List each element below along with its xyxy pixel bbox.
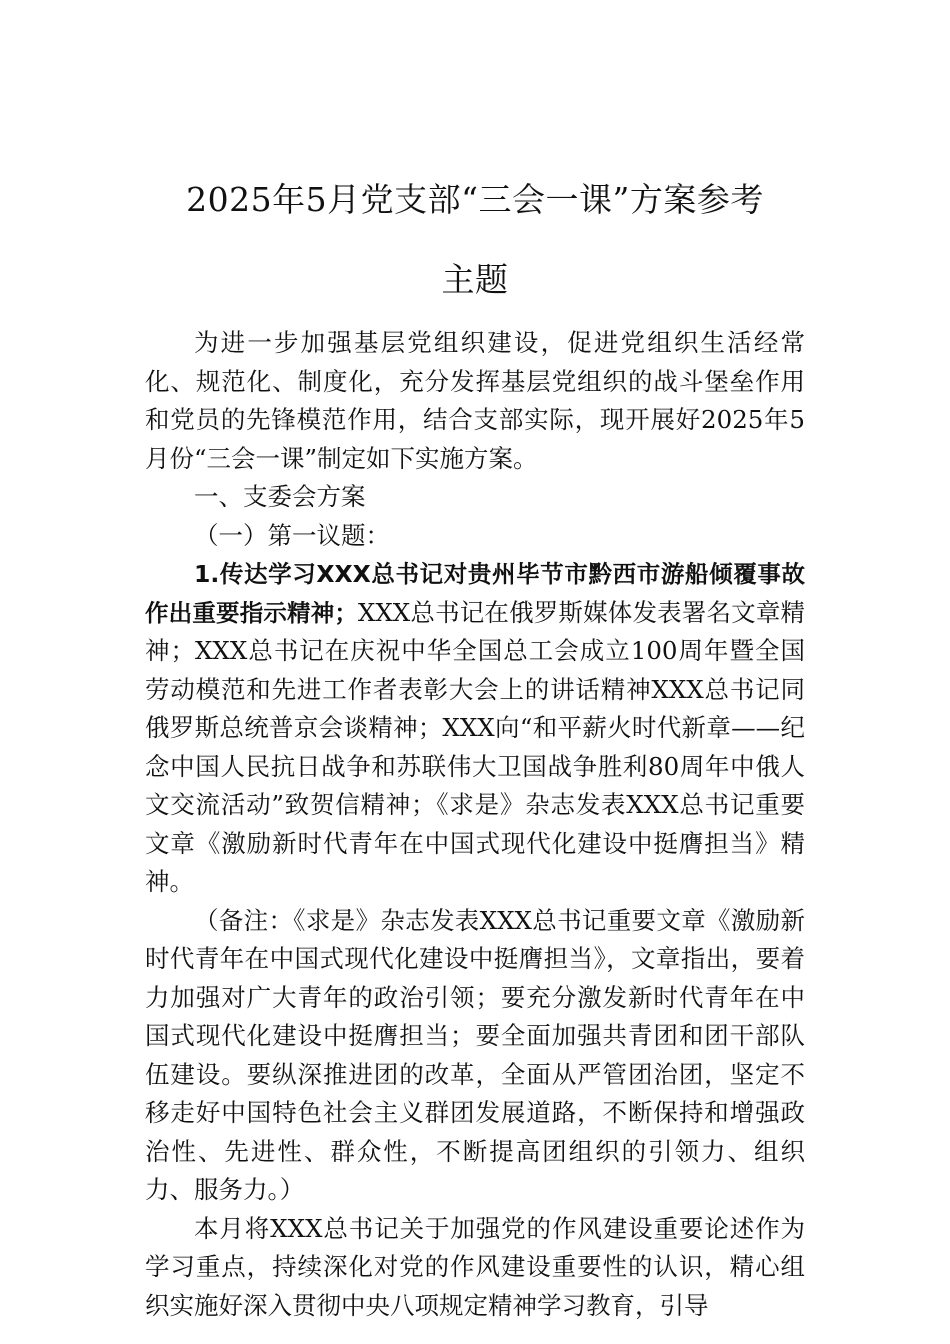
title-line-2: 主题 [441, 260, 509, 299]
section-heading-branch-committee: 一、支委会方案 [194, 482, 366, 511]
document-title [150, 160, 800, 320]
note-paragraph: （备注：《求是》杂志发表XXX总书记重要文章《激励新时代青年在中国式现代化建设中挺膺担当》，文章指出，要着力加强对广大青年的政治引领；要充分激发新时代青年在中国式现代化建设中挺膺担当；要全面加强共青团和团干部队伍建设。要纵深推进团的改革，全面从严管团治团，坚定不移走好中国特色社会主义群团发展道路，不断保持和增强政治性、先进性、群众性，不断提高团组织的引领力、组织力、服务力。） [145, 905, 805, 1204]
item-1-paragraph [145, 555, 805, 902]
subsection-heading-first-topic: （一）第一议题： [194, 520, 390, 550]
item-1-text: XXX总书记在俄罗斯媒体发表署名文章精神；XXX总书记在庆祝中华全国总工会成立100周年暨全国劳动模范和先进工作者表彰大会上的讲话精神XXX总书记同俄罗斯总统普京会谈精神；XXX向“和平薪火时代新章——纪念中国人民抗日战争和苏联伟大卫国战争胜利80周年中俄人文交流活动”致贺信精神；《求是》杂志发表XXX总书记重要文章《激励新时代青年在中国式现代化建设中挺膺担当》精神。 [145, 597, 805, 896]
item-1-bold-text: 1.传达学习XXX总书记对贵州毕节市黔西市游船倾覆事故作出重要指示精神； [145, 560, 805, 627]
document-body [145, 324, 805, 1325]
study-focus-paragraph: 本月将XXX总书记关于加强党的作风建设重要论述作为学习重点，持续深化对党的作风建设重要性的认识，精心组织实施好深入贯彻中央八项规定精神学习教育，引导 [145, 1213, 805, 1320]
intro-paragraph: 为进一步加强基层党组织建设，促进党组织生活经常化、规范化、制度化，充分发挥基层党组织的战斗堡垒作用和党员的先锋模范作用，结合支部实际，现开展好2025年5月份“三会一课”制定如下实施方案。 [145, 328, 805, 473]
title-line-1: 2025年5月党支部“三会一课”方案参考 [186, 180, 764, 219]
